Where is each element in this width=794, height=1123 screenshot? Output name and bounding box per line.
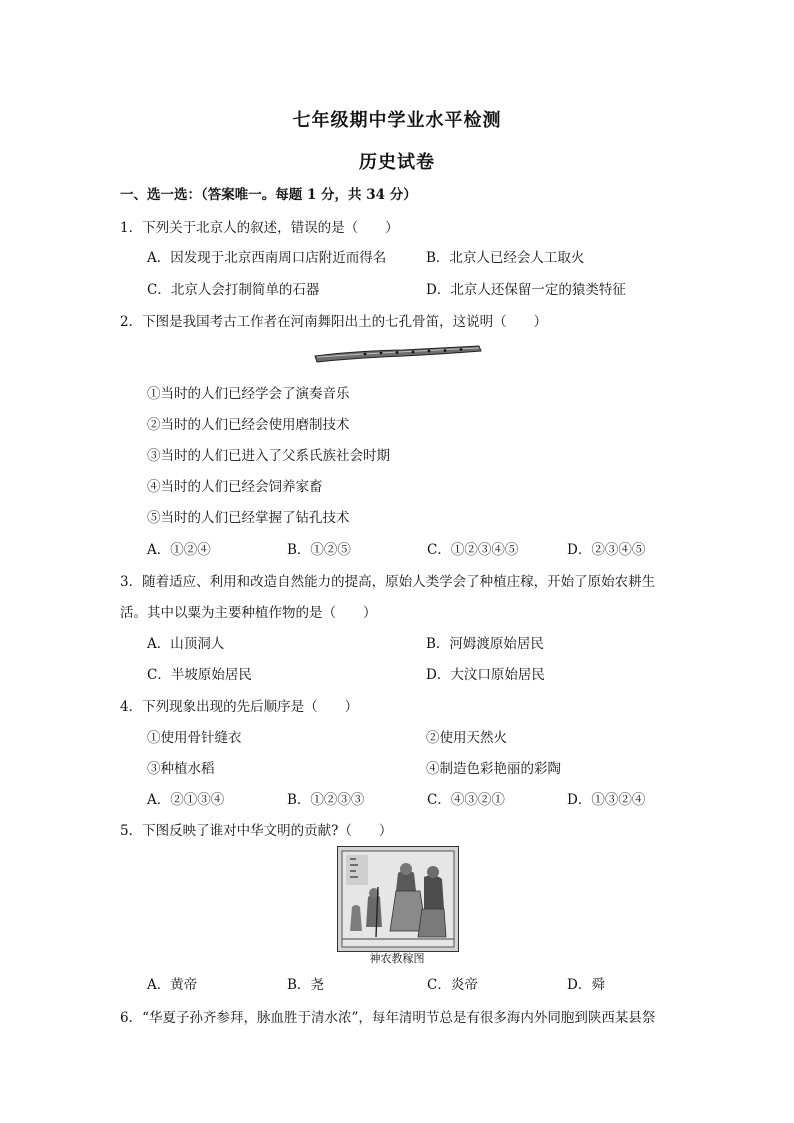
shennong-teaching-farming-image (337, 846, 459, 952)
bone-flute-image (313, 342, 483, 364)
question-4-option-b: B．①②③③ (287, 792, 365, 808)
question-2-statement-1: ①当时的人们已经学会了演奏音乐 (147, 386, 350, 402)
question-2-option-a: A．①②④ (147, 542, 211, 558)
question-4-option-c: C．④③②① (427, 792, 505, 808)
question-2-option-c: C．①②③④⑤ (427, 542, 519, 558)
image-caption: 神农教稼图 (369, 952, 425, 965)
question-1-option-d: D．北京人还保留一定的猿类特征 (426, 282, 626, 298)
question-3-stem-line-2: 活。其中以粟为主要种植作物的是（ ） (120, 605, 377, 621)
question-2-stem: 2．下图是我国考古工作者在河南舞阳出土的七孔骨笛，这说明（ ） (120, 314, 548, 330)
question-2-statement-4: ④当时的人们已经会饲养家畜 (147, 479, 323, 495)
question-2-option-b: B．①②⑤ (287, 542, 351, 558)
question-1-option-b: B．北京人已经会人工取火 (426, 250, 585, 266)
question-4-stem: 4．下列现象出现的先后顺序是（ ） (120, 699, 359, 715)
question-4-item-1: ①使用骨针缝衣 (147, 730, 242, 746)
question-5-option-c: C．炎帝 (427, 977, 478, 993)
question-3-option-b: B．河姆渡原始居民 (426, 636, 544, 652)
question-4-option-a: A．②①③④ (147, 792, 225, 808)
question-3-option-c: C．半坡原始居民 (147, 667, 252, 683)
exam-title: 七年级期中学业水平检测 (292, 110, 502, 131)
exam-subtitle: 历史试卷 (359, 152, 435, 173)
question-2-statement-2: ②当时的人们已经会使用磨制技术 (147, 417, 350, 433)
section-heading: 一、选一选：（答案唯一。每题 1 分，共 34 分） (120, 187, 417, 203)
question-2-statement-5: ⑤当时的人们已经掌握了钻孔技术 (147, 510, 350, 526)
woodcut-illustration (338, 847, 458, 951)
question-6-stem: 6．“华夏子孙齐参拜，脉血胜于清水浓”，每年清明节总是有很多海内外同胞到陕西某县祭 (120, 1010, 656, 1026)
question-5-option-b: B．尧 (287, 977, 324, 993)
question-1-option-a: A．因发现于北京西南周口店附近而得名 (147, 250, 387, 266)
question-3-stem-line-1: 3．随着适应、利用和改造自然能力的提高，原始人类学会了种植庄稼，开始了原始农耕生 (120, 574, 656, 590)
question-1-option-c: C．北京人会打制简单的石器 (147, 282, 320, 298)
question-1-stem: 1．下列关于北京人的叙述，错误的是（ ） (120, 220, 399, 236)
question-5-option-a: A．黄帝 (147, 977, 198, 993)
question-5-option-d: D．舜 (567, 977, 605, 993)
question-4-item-2: ②使用天然火 (426, 730, 507, 746)
question-4-option-d: D．①③②④ (567, 792, 646, 808)
question-5-stem: 5．下图反映了谁对中华文明的贡献?（ ） (120, 823, 393, 839)
question-4-item-3: ③种植水稻 (147, 761, 215, 777)
question-3-option-d: D．大汶口原始居民 (426, 667, 545, 683)
question-2-option-d: D．②③④⑤ (567, 542, 646, 558)
question-2-statement-3: ③当时的人们已进入了父系氏族社会时期 (147, 448, 390, 464)
question-3-option-a: A．山顶洞人 (147, 636, 225, 652)
question-4-item-4: ④制造色彩艳丽的彩陶 (426, 761, 561, 777)
